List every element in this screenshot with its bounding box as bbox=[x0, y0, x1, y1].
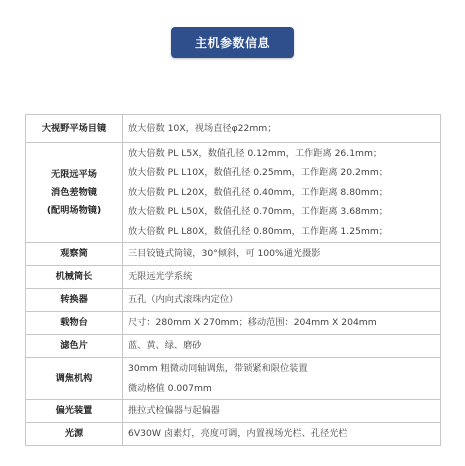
row-label: 调焦机构 bbox=[26, 358, 123, 400]
row-value: 三目铰链式筒镜，30°倾斜，可 100%通光摄影 bbox=[123, 243, 441, 266]
row-label: 大视野平场目镜 bbox=[26, 115, 123, 143]
row-value: 放大倍数 10X，视场直径φ22mm； bbox=[123, 115, 441, 143]
table-row bbox=[26, 243, 441, 266]
table-row bbox=[26, 400, 441, 423]
spec-table bbox=[25, 114, 441, 446]
section-title: 主机参数信息 bbox=[194, 36, 270, 50]
row-label: 滤色片 bbox=[26, 335, 123, 358]
row-value: 推拉式检偏器与起偏器 bbox=[123, 400, 441, 423]
row-value: 尺寸：280mm X 270mm；移动范围：204mm X 204mm bbox=[123, 312, 441, 335]
row-label: 转换器 bbox=[26, 289, 123, 312]
row-value: 蓝、黄、绿、磨砂 bbox=[123, 335, 441, 358]
table-row bbox=[26, 143, 441, 243]
row-label: 载物台 bbox=[26, 312, 123, 335]
table-row bbox=[26, 266, 441, 289]
section-title-badge bbox=[171, 27, 294, 58]
row-value: 6V30W 卤素灯，亮度可调，内置视场光栏、孔径光栏 bbox=[123, 423, 441, 446]
row-label: 无限远平场 消色差物镜 (配明场物镜) bbox=[26, 143, 123, 243]
row-label: 偏光装置 bbox=[26, 400, 123, 423]
table-row bbox=[26, 312, 441, 335]
table-row bbox=[26, 115, 441, 143]
table-row bbox=[26, 289, 441, 312]
row-label: 机械筒长 bbox=[26, 266, 123, 289]
table-row bbox=[26, 358, 441, 400]
row-label: 光源 bbox=[26, 423, 123, 446]
table-row bbox=[26, 335, 441, 358]
row-value: 五孔（内向式滚珠内定位） bbox=[123, 289, 441, 312]
table-row bbox=[26, 423, 441, 446]
row-value: 无限远光学系统 bbox=[123, 266, 441, 289]
row-label: 观察筒 bbox=[26, 243, 123, 266]
row-value: 30mm 粗微动同轴调焦，带锁紧和限位装置 微动格值 0.007mm bbox=[123, 358, 441, 400]
row-value: 放大倍数 PL L5X，数值孔径 0.12mm，工作距离 26.1mm； 放大倍数 PL L10X，数值孔径 0.25mm，工作距离 20.2mm； 放大倍数 PL L20X，数值孔径 0.40mm，工作距离 8.80mm； 放大倍数 PL L50X，数值孔径 0.70mm，工作距离 3.68mm； 放大倍数 PL L80X，数值孔径 0.80mm，工作距离 1.25mm； bbox=[123, 143, 441, 243]
